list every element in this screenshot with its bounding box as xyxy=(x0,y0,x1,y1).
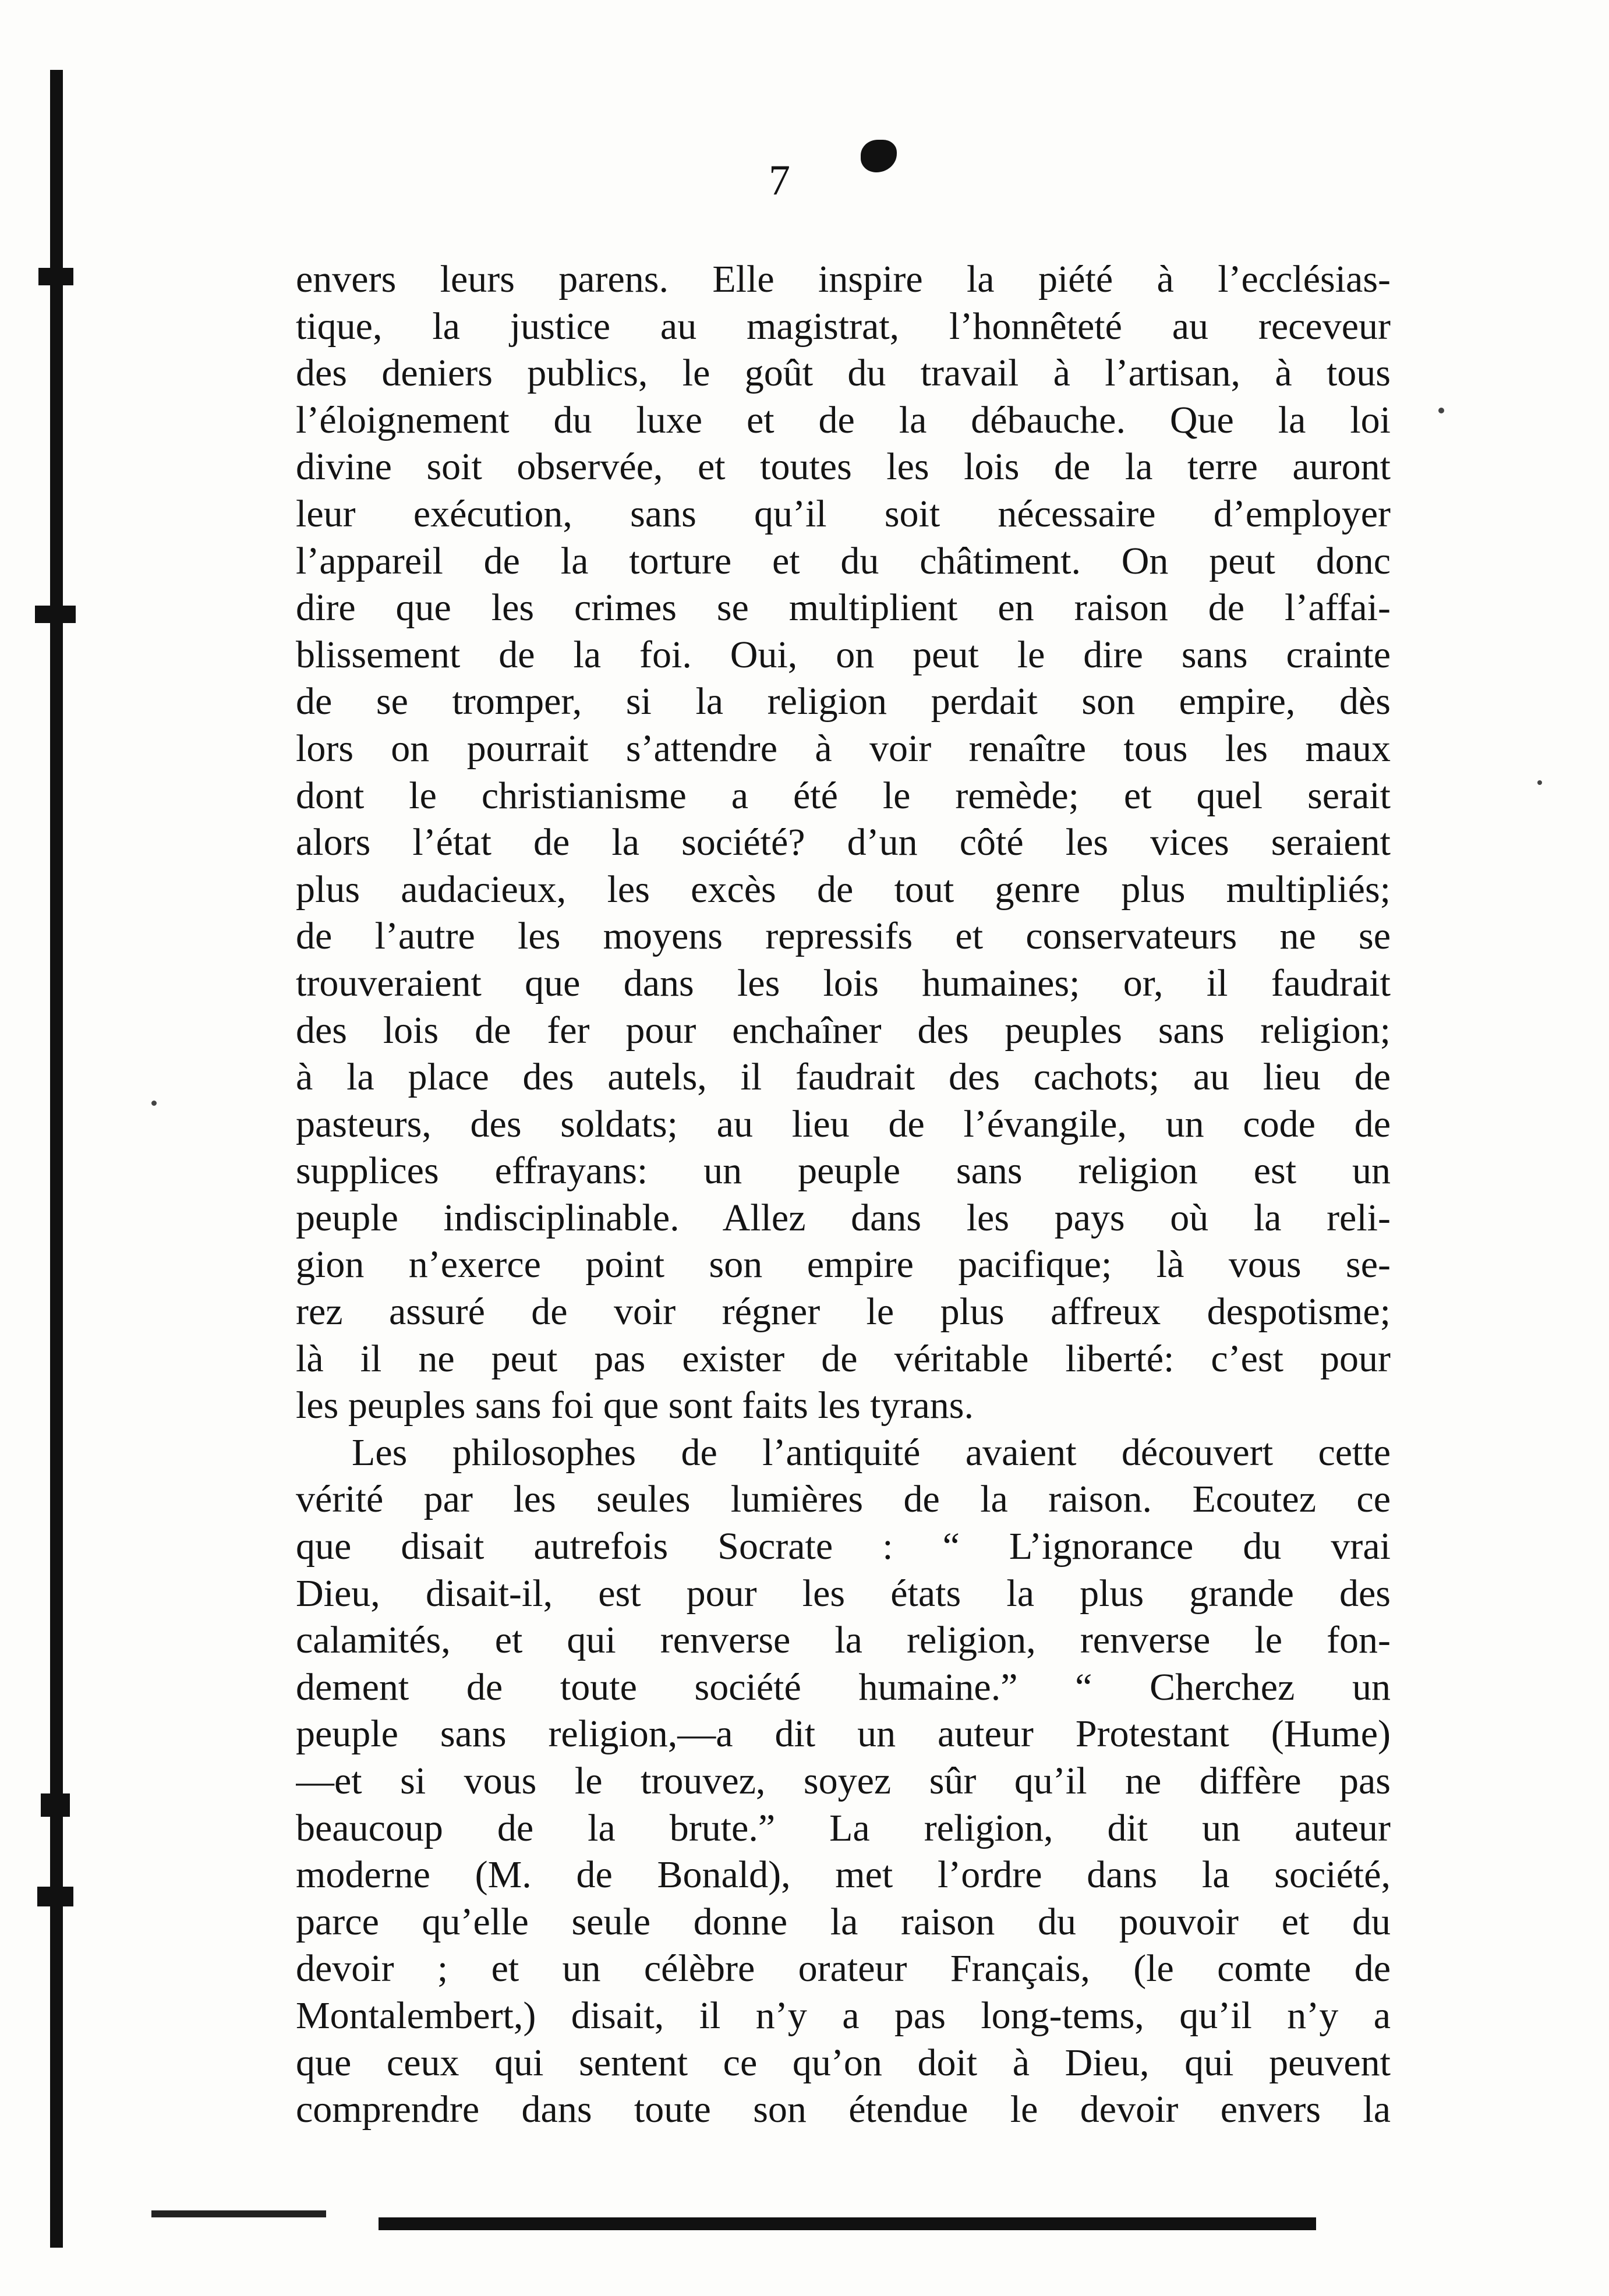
text-line: des deniers publics, le goût du travail à l’artisan, à tous xyxy=(296,352,1391,395)
text-line: Montalembert,) disait, il n’y a pas long-tems, qu’il n’y a xyxy=(296,1994,1391,2037)
ink-speck xyxy=(151,1101,157,1106)
text-line: vérité par les seules lumières de la raison. Ecoutez ce xyxy=(296,1478,1391,1521)
text-line: parce qu’elle seule donne la raison du pouvoir et du xyxy=(296,1900,1391,1943)
text-line: tique, la justice au magistrat, l’honnêteté au receveur xyxy=(296,305,1391,348)
text-line: —et si vous le trouvez, soyez sûr qu’il ne diffère pas xyxy=(296,1760,1391,1802)
text-line: gion n’exerce point son empire pacifique; là vous se- xyxy=(296,1243,1391,1286)
text-line: dire que les crimes se multiplient en raison de l’affai- xyxy=(296,586,1391,629)
text-line: blissement de la foi. Oui, on peut le dire sans crainte xyxy=(296,633,1391,676)
text-line: peuple sans religion,—a dit un auteur Protestant (Hume) xyxy=(296,1713,1391,1756)
binding-mark xyxy=(38,268,73,285)
paragraph-end-line: les peuples sans foi que sont faits les tyrans. xyxy=(296,1384,974,1427)
text-line: calamités, et qui renverse la religion, renverse le fon- xyxy=(296,1619,1391,1662)
text-line: l’appareil de la torture et du châtiment. On peut donc xyxy=(296,539,1391,582)
page-number: 7 xyxy=(769,157,790,204)
binding-mark xyxy=(37,1887,73,1906)
text-line: supplices effrayans: un peuple sans religion est un xyxy=(296,1149,1391,1193)
text-line: que disait autrefois Socrate : “ L’ignorance du vrai xyxy=(296,1525,1391,1568)
ink-speck xyxy=(1438,408,1444,413)
binding-edge xyxy=(50,70,63,2248)
text-line: leur exécution, sans qu’il soit nécessaire d’employer xyxy=(296,492,1391,535)
text-line: de l’autre les moyens repressifs et conservateurs ne se xyxy=(296,915,1391,958)
text-line: rez assuré de voir régner le plus affreux despotisme; xyxy=(296,1290,1391,1333)
text-line: que ceux qui sentent ce qu’on doit à Dieu, qui peuvent xyxy=(296,2041,1391,2084)
text-line: lors on pourrait s’attendre à voir renaître tous les maux xyxy=(296,727,1391,770)
text-line: alors l’état de la société? d’un côté les vices seraient xyxy=(296,821,1391,864)
bottom-rule xyxy=(379,2217,1316,2230)
binding-mark xyxy=(35,606,76,623)
text-line: comprendre dans toute son étendue le devoir envers la xyxy=(296,2088,1391,2131)
text-line: là il ne peut pas exister de véritable liberté: c’est pour xyxy=(296,1337,1391,1380)
text-line: peuple indisciplinable. Allez dans les pays où la reli- xyxy=(296,1196,1391,1239)
text-line: de se tromper, si la religion perdait son empire, dès xyxy=(296,680,1391,723)
text-line: divine soit observée, et toutes les lois de la terre auront xyxy=(296,445,1391,489)
text-line: Dieu, disait-il, est pour les états la plus grande des xyxy=(296,1572,1391,1615)
text-line: l’éloignement du luxe et de la débauche. Que la loi xyxy=(296,398,1391,441)
text-line: dont le christianisme a été le remède; et quel serait xyxy=(296,774,1391,817)
text-line: des lois de fer pour enchaîner des peuples sans religion; xyxy=(296,1009,1391,1052)
text-line: pasteurs, des soldats; au lieu de l’évangile, un code de xyxy=(296,1102,1391,1145)
ink-speck xyxy=(1537,780,1542,785)
text-line: à la place des autels, il faudrait des cachots; au lieu de xyxy=(296,1056,1391,1099)
paragraph-start-line: Les philosophes de l’antiquité avaient découvert cette xyxy=(352,1431,1391,1474)
text-line: beaucoup de la brute.” La religion, dit un auteur xyxy=(296,1806,1391,1849)
text-line: moderne (M. de Bonald), met l’ordre dans la société, xyxy=(296,1853,1391,1897)
ink-ornament xyxy=(861,140,897,172)
binding-mark xyxy=(41,1793,70,1817)
text-line: trouveraient que dans les lois humaines; or, il faudrait xyxy=(296,961,1391,1004)
body-text xyxy=(296,256,1391,2134)
text-line: plus audacieux, les excès de tout genre plus multipliés; xyxy=(296,868,1391,911)
text-line: envers leurs parens. Elle inspire la piété à l’ecclésias- xyxy=(296,258,1391,300)
text-line: dement de toute société humaine.” “ Cherchez un xyxy=(296,1665,1391,1708)
scan-smudge xyxy=(151,2210,326,2217)
text-line: devoir ; et un célèbre orateur Français, (le comte de xyxy=(296,1947,1391,1990)
